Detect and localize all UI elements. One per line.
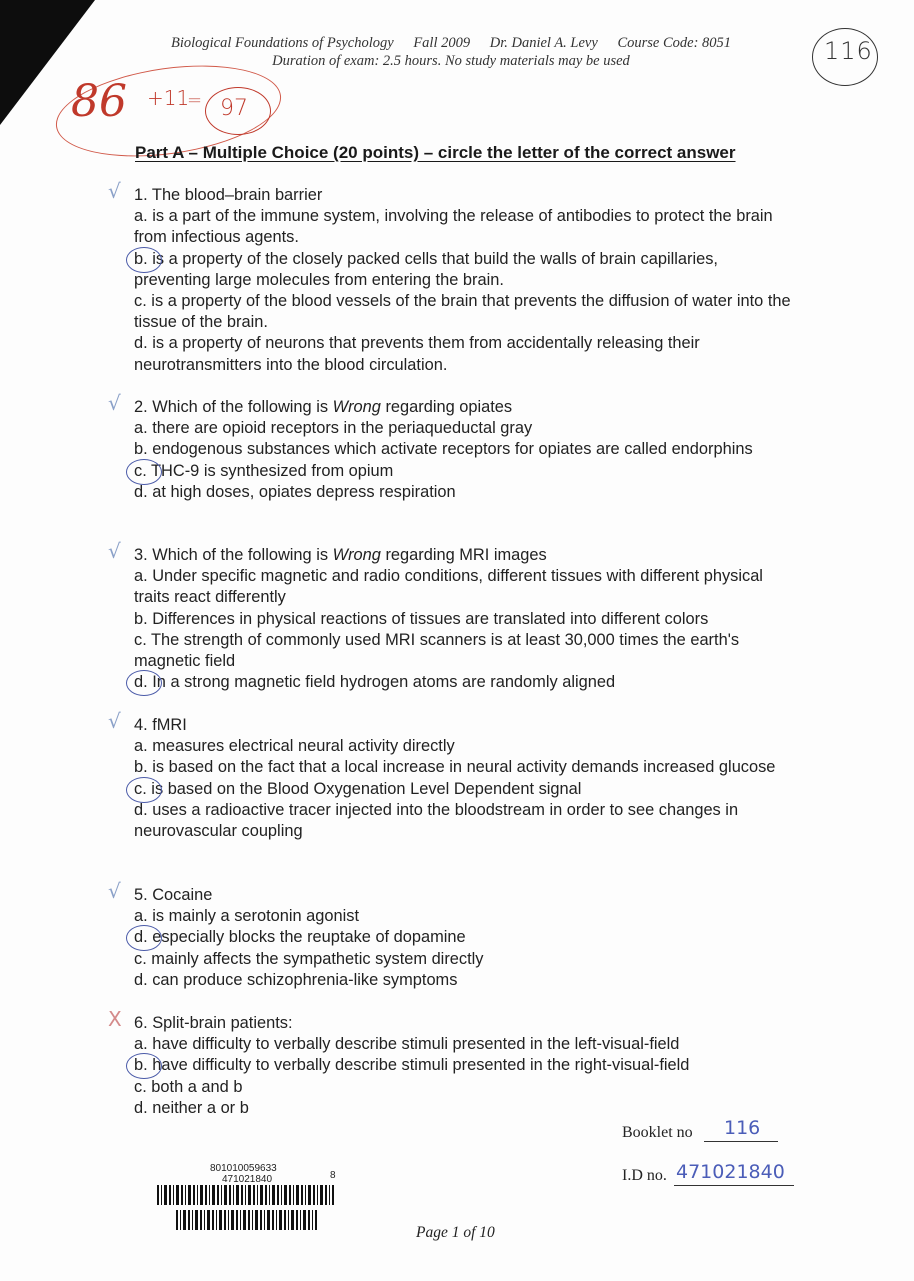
choice-b-circled[interactable]: b. is a property of the closely packed cells that build the walls of brain capillaries, preventing large molecules from entering the brain.	[134, 249, 794, 291]
barcode-mid-number: 471021840	[222, 1174, 273, 1185]
choice-b-circled[interactable]: b. have difficulty to verbally describe stimuli presented in the right-visual-field	[134, 1055, 794, 1076]
question-stem: 3. Which of the following is Wrong regarding MRI images	[134, 546, 547, 564]
course-code: Course Code: 8051	[617, 35, 732, 51]
booklet-value-handwritten: 116	[724, 1117, 761, 1139]
id-underline	[674, 1185, 794, 1186]
exam-instructions: Duration of exam: 2.5 hours. No study materials may be used	[272, 53, 630, 69]
choice-c[interactable]: c. mainly affects the sympathetic system directly	[134, 949, 484, 968]
choice-d[interactable]: d. uses a radioactive tracer injected into the bloodstream in order to see changes in neurovascular coupling	[134, 800, 739, 841]
choice-c[interactable]: c. both a and b	[134, 1077, 243, 1096]
question-5	[108, 879, 794, 991]
grade-total: 97	[220, 96, 248, 121]
question-stem: 6. Split-brain patients:	[134, 1014, 293, 1032]
grade-bonus: +11	[147, 86, 190, 110]
check-mark: √	[108, 539, 121, 563]
page-number: Page 1 of 10	[416, 1224, 495, 1241]
choice-a[interactable]: a. measures electrical neural activity directly	[134, 737, 455, 756]
choice-c[interactable]: c. is a property of the blood vessels of the brain that prevents the diffusion of water into the tissue of the brain.	[134, 292, 791, 332]
x-mark: X	[108, 1007, 122, 1031]
term: Fall 2009	[413, 35, 471, 51]
choice-b[interactable]: b. endogenous substances which activate receptors for opiates are called endorphins	[134, 440, 753, 459]
choice-b[interactable]: b. Differences in physical reactions of tissues are translated into different colors	[134, 609, 709, 628]
choice-a[interactable]: a. is mainly a serotonin agonist	[134, 907, 360, 926]
grade-base: 86	[71, 76, 127, 127]
barcode-right-number: 8	[330, 1170, 336, 1181]
grade-total-circle	[205, 87, 271, 135]
instructor: Dr. Daniel A. Levy	[489, 35, 598, 51]
choice-c[interactable]: c. The strength of commonly used MRI scanners is at least 30,000 times the earth's magnetic field	[134, 630, 740, 671]
choice-d[interactable]: d. can produce schizophrenia-like symptoms	[134, 970, 458, 989]
question-stem: 5. Cocaine	[134, 886, 213, 904]
id-value-handwritten: 471021840	[676, 1161, 785, 1183]
course-title: Biological Foundations of Psychology	[170, 35, 394, 51]
question-3	[108, 539, 794, 693]
choice-b[interactable]: b. is based on the fact that a local increase in neural activity demands increased glucose	[134, 758, 776, 777]
choice-a[interactable]: a. have difficulty to verbally describe stimuli presented in the left-visual-field	[134, 1035, 680, 1054]
choice-d[interactable]: d. neither a or b	[134, 1098, 249, 1117]
id-label: I.D no.	[622, 1167, 667, 1184]
emphasis-wrong: Wrong	[332, 546, 381, 564]
question-stem: 1. The blood–brain barrier	[134, 186, 323, 204]
question-2	[108, 391, 794, 503]
emphasis-wrong: Wrong	[332, 398, 381, 416]
choice-c-circled[interactable]: c. is based on the Blood Oxygenation Level Dependent signal	[134, 779, 794, 800]
booklet-label: Booklet no	[622, 1124, 693, 1141]
choice-c-circled[interactable]: c. THC-9 is synthesized from opium	[134, 461, 794, 482]
barcode-top-number: 801010059633	[210, 1163, 277, 1174]
grade-equals: =	[187, 90, 203, 111]
check-mark: √	[108, 879, 121, 903]
choice-a[interactable]: a. there are opioid receptors in the periaqueductal gray	[134, 419, 533, 438]
question-stem: 4. fMRI	[134, 716, 187, 734]
check-mark: √	[108, 179, 121, 203]
choice-d[interactable]: d. at high doses, opiates depress respiration	[134, 482, 456, 501]
choice-a[interactable]: a. is a part of the immune system, involving the release of antibodies to protect the brain from infectious agents.	[134, 207, 773, 247]
choice-d[interactable]: d. is a property of neurons that prevents them from accidentally releasing their neurotransmitters into the blood circulation.	[134, 334, 700, 374]
exam-header	[0, 35, 908, 52]
question-1	[108, 179, 794, 376]
booklet-underline	[704, 1141, 778, 1142]
barcode-lower	[176, 1210, 317, 1230]
question-4	[108, 709, 794, 842]
barcode-upper	[157, 1185, 334, 1205]
choice-d-circled[interactable]: d. In a strong magnetic field hydrogen atoms are randomly aligned	[134, 672, 794, 693]
part-a-title: Part A – Multiple Choice (20 points) – circle the letter of the correct answer	[135, 143, 736, 162]
check-mark: √	[108, 709, 121, 733]
check-mark: √	[108, 391, 121, 415]
question-stem: 2. Which of the following is Wrong regarding opiates	[134, 398, 513, 416]
booklet-number-handwritten: 116	[812, 28, 878, 86]
question-6	[108, 1007, 794, 1119]
choice-a[interactable]: a. Under specific magnetic and radio conditions, different tissues with different physical traits react differently	[134, 567, 763, 607]
choice-b-circled[interactable]: d. especially blocks the reuptake of dopamine	[134, 927, 794, 948]
